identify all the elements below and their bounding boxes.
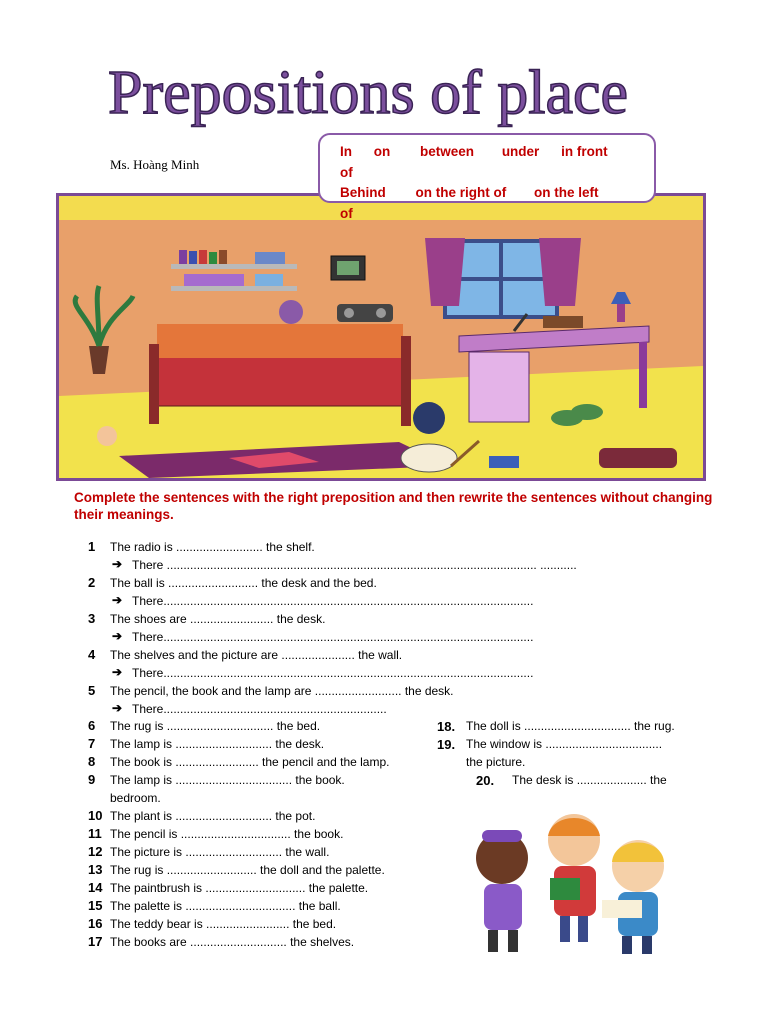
exercise-number: 12	[88, 844, 103, 859]
exercise-sentence: The plant is ............................. the pot.	[110, 809, 316, 823]
radio-icon	[337, 304, 393, 322]
teddy-bear-icon	[279, 300, 303, 324]
exercise-sentence: The lamp is ............................. the desk.	[110, 737, 325, 751]
exercise-number: 6	[88, 718, 96, 733]
exercise-number: 18.	[437, 719, 456, 734]
exercise-sentence: The pencil is ................................. the book.	[110, 827, 344, 841]
exercise-number: 5	[88, 683, 96, 698]
exercise-sentence: The pencil, the book and the lamp are .......................... the desk.	[110, 684, 454, 698]
exercise-sentence: The rug is ........................... the doll and the palette.	[110, 863, 385, 877]
exercise-sentence-continued: bedroom.	[110, 791, 161, 805]
word-bank-row-2	[340, 185, 599, 200]
instruction-text: Complete the sentences with the right preposition and then rewrite the sentences without changing their meanings.	[74, 490, 713, 522]
child-right	[602, 840, 664, 954]
exercise-sentence: The books are ............................. the shelves.	[110, 935, 355, 949]
exercise-sentence: The desk is ..................... the	[512, 773, 667, 787]
exercise-sentence: The picture is ............................. the wall.	[110, 845, 330, 859]
bedroom-drawing	[59, 196, 703, 478]
rewrite-line: There...................................................................	[132, 702, 387, 716]
exercise-number: 1	[88, 539, 96, 554]
exercise-number: 15	[88, 898, 103, 913]
exercise-number: 11	[88, 826, 102, 841]
toy-block-icon	[489, 456, 519, 468]
rewrite-line: There ............................................................................................................... ...........	[132, 558, 577, 572]
exercise-sentence: The shelves and the picture are ...................... the wall.	[110, 648, 403, 662]
page-title: Prepositions of place	[108, 59, 629, 127]
exercise-number: 13	[88, 862, 103, 877]
arrow-icon: ➔	[112, 665, 123, 679]
word-between: between	[420, 144, 475, 159]
exercise-sentence: The lamp is ................................... the book.	[110, 773, 345, 787]
rewrite-line: There...............................................................................................................	[132, 666, 534, 680]
word-bank-box	[318, 133, 656, 221]
exercise-number: 8	[88, 754, 96, 769]
child-left	[476, 830, 528, 952]
exercise-sentence-continued: the picture.	[466, 755, 526, 769]
exercise-number: 14	[88, 880, 103, 895]
exercise-number: 3	[88, 611, 96, 626]
exercise-sentence: The shoes are ......................... the desk.	[110, 612, 326, 626]
arrow-icon: ➔	[112, 593, 123, 607]
exercise-sentence: The palette is ................................. the ball.	[110, 899, 341, 913]
word-bank-row-1b: of	[340, 165, 353, 180]
exercise-number: 19.	[437, 737, 456, 752]
exercise-sentence: The ball is ........................... the desk and the bed.	[110, 576, 377, 590]
toy-car-icon	[599, 448, 677, 468]
window	[425, 238, 581, 317]
word-in-front: in front	[561, 144, 608, 159]
exercise-number: 4	[88, 647, 96, 662]
children-reading-illustration	[462, 808, 682, 958]
arrow-icon: ➔	[112, 701, 123, 715]
exercise-sentence: The rug is ................................ the bed.	[110, 719, 321, 733]
exercise-number: 9	[88, 772, 96, 787]
child-middle	[548, 814, 600, 942]
ball-icon	[413, 402, 445, 434]
exercise-sentence: The radio is .......................... the shelf.	[110, 540, 315, 554]
palette-icon	[401, 444, 457, 472]
arrow-icon: ➔	[112, 557, 123, 571]
word-bank-row-1	[340, 144, 608, 159]
exercise-sentence: The window is ...................................	[466, 737, 663, 751]
bedroom-illustration	[56, 193, 706, 481]
word-on-the-right-of: on the right of	[415, 185, 507, 200]
word-under: under	[501, 144, 540, 159]
doll-icon	[97, 426, 117, 446]
word-on: on	[373, 144, 391, 159]
word-bank-row-2b: of	[340, 206, 353, 221]
exercise-number: 7	[88, 736, 96, 751]
exercise-number: 16	[88, 916, 103, 931]
book-icon	[179, 250, 187, 264]
word-in: In	[340, 144, 352, 159]
exercise-number: 10	[88, 808, 103, 823]
arrow-icon: ➔	[112, 629, 123, 643]
word-behind: Behind	[340, 185, 386, 200]
exercise-sentence: The teddy bear is ......................... the bed.	[110, 917, 337, 931]
word-on-the-left: on the left	[534, 185, 599, 200]
author-name: Ms. Hoàng Minh	[110, 157, 200, 172]
exercise-sentence: The doll is ................................ the rug.	[466, 719, 675, 733]
exercise-number: 17	[88, 934, 103, 949]
exercise-sentence: The book is ......................... the pencil and the lamp.	[110, 755, 390, 769]
exercise-number: 20.	[476, 773, 495, 788]
rewrite-line: There...............................................................................................................	[132, 630, 534, 644]
book-on-desk	[543, 316, 583, 328]
rewrite-line: There...............................................................................................................	[132, 594, 534, 608]
exercise-sentence: The paintbrush is .............................. the palette.	[110, 881, 369, 895]
exercise-number: 2	[88, 575, 96, 590]
